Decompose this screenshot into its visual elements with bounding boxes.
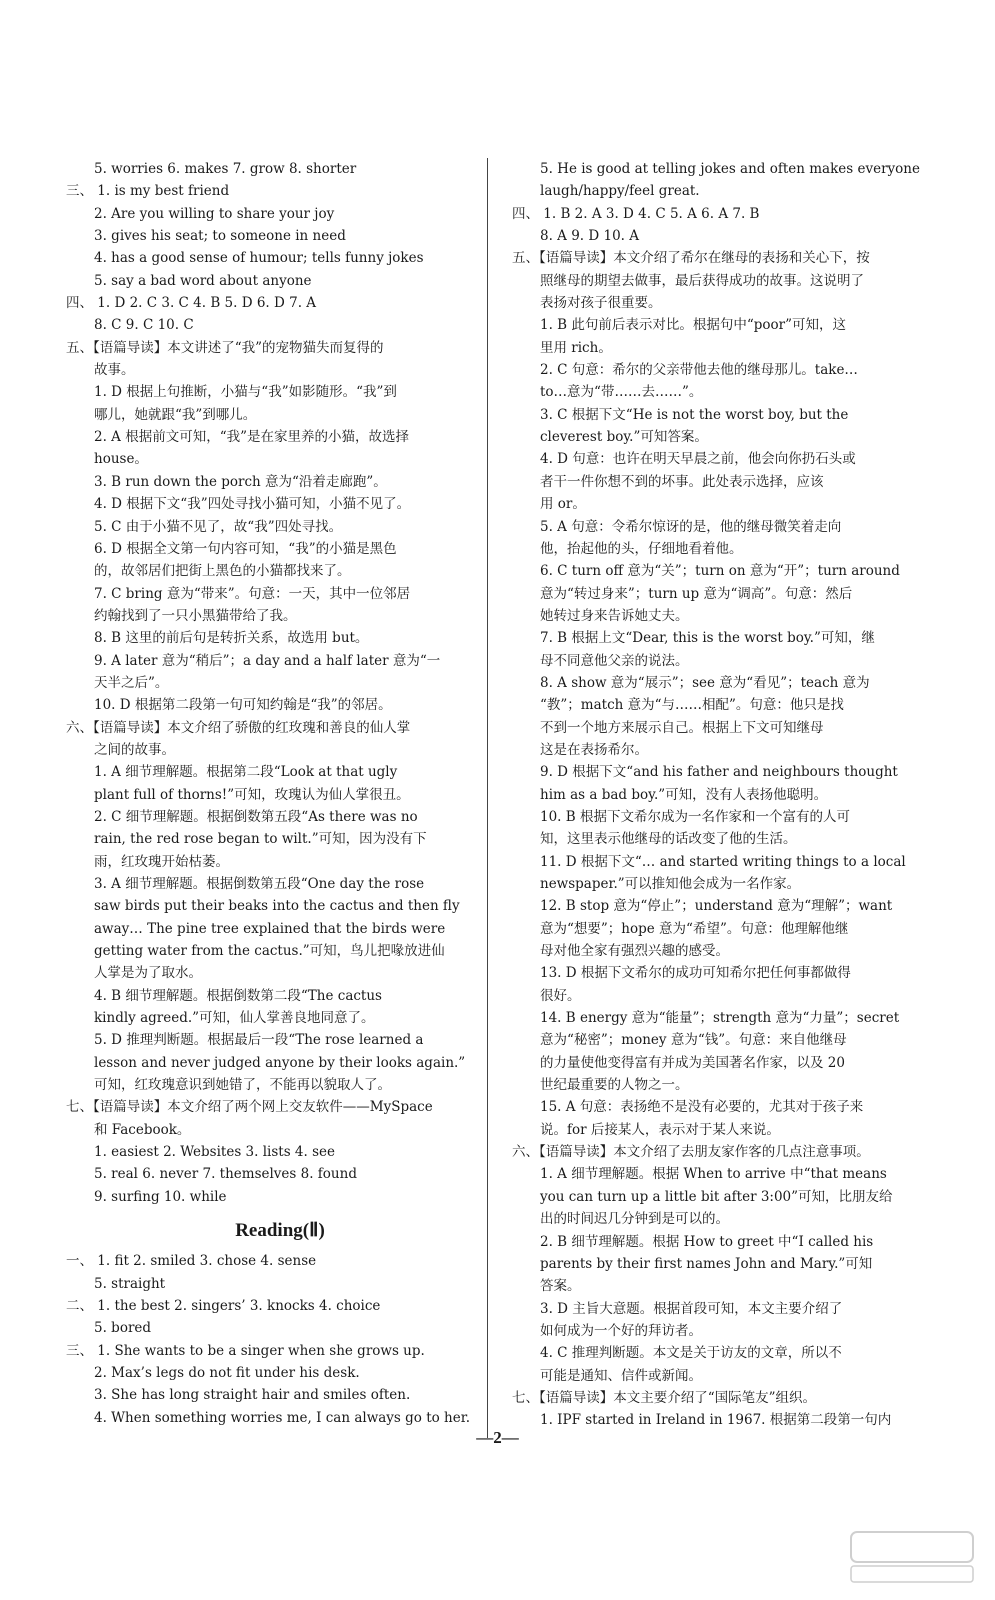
answer-line: 七、【语篇导读】本文主要介绍了“国际笔友”组织。 [512, 1389, 817, 1406]
answer-line: 用 or。 [540, 496, 586, 513]
answer-line: 一、 1. fit 2. smiled 3. chose 4. sense [66, 1253, 317, 1270]
answer-line: 9. D 根据下文“and his father and neighbours thought [540, 764, 898, 781]
answer-line: 12. B stop 意为“停止”；understand 意为“理解”；want [540, 898, 893, 915]
answer-line: 8. A show 意为“展示”；see 意为“看见”；teach 意为 [540, 674, 870, 691]
answer-line: 4. D 根据下文“我”四处寻找小猫可知，小猫不见了。 [94, 496, 411, 513]
answer-line: 5. worries 6. makes 7. grow 8. shorter [94, 161, 357, 177]
answer-line: to…意为“带……去……”。 [540, 384, 703, 401]
answer-line: 3. D 主旨大意题。根据首段可知，本文主要介绍了 [540, 1300, 843, 1317]
answer-line: newspaper.”可以推知他会成为一名作家。 [540, 876, 801, 892]
answer-line: away… The pine tree explained that the birds were [94, 920, 446, 937]
answer-line: cleverest boy.”可知答案。 [540, 429, 708, 446]
watermark-logo-icon [847, 1526, 977, 1586]
answer-line: 7. B 根据上文“Dear, this is the worst boy.”可知，继 [540, 630, 875, 647]
answer-line: 可能是通知、信件或新闻。 [540, 1367, 702, 1384]
left-answer-lines [66, 158, 494, 1208]
answer-line: 五、【语篇导读】本文讲述了“我”的宠物猫失而复得的 [66, 339, 384, 356]
answer-line: 9. A later 意为“稍后”；a day and a half later 意为“一 [94, 652, 441, 669]
answer-line: 意为“想要”；hope 意为“希望”。句意：他理解他继 [540, 920, 849, 937]
right-answer-lines [512, 158, 932, 1432]
answer-line: 这是在表扬希尔。 [540, 741, 648, 758]
answer-line: 雨，红玫瑰开始枯萎。 [94, 853, 229, 870]
answer-line: 4. C 推理判断题。本文是关于访友的文章，所以不 [540, 1345, 842, 1362]
answer-line: house。 [94, 451, 148, 468]
right-column [512, 158, 932, 1432]
answer-line: 知，这里表示他继母的话改变了他的生活。 [540, 831, 797, 848]
answer-line: 2. A 根据前文可知，“我”是在家里养的小猫，故选择 [94, 429, 410, 446]
answer-line: you can turn up a little bit after 3:00”可知，比朋友给 [540, 1188, 893, 1205]
answer-line: 意为“秘密”；money 意为“钱”。句意：来自他继母 [540, 1032, 847, 1049]
answer-line: 和 Facebook。 [94, 1121, 191, 1138]
answer-line: 5. He is good at telling jokes and often makes everyone [540, 161, 920, 177]
answer-line: 六、【语篇导读】本文介绍了骄傲的红玫瑰和善良的仙人掌 [66, 719, 411, 736]
answer-line: 出的时间迟几分钟到是可以的。 [540, 1211, 729, 1228]
answer-line: 4. has a good sense of humour; tells funny jokes [94, 250, 424, 267]
answer-line: 4. D 句意：也许在明天早晨之前，他会向你扔石头或 [540, 451, 856, 468]
answer-line: 13. D 根据下文希尔的成功可知希尔把任何事都做得 [540, 965, 851, 982]
answer-line: rain, the red rose began to wilt.”可知，因为没有下 [94, 831, 427, 848]
answer-line: 表扬对孩子很重要。 [540, 295, 662, 312]
answer-line: 6. D 根据全文第一句内容可知，“我”的小猫是黑色 [94, 540, 397, 557]
answer-line: 照继母的期望去做事，最后获得成功的故事。这说明了 [540, 272, 864, 289]
answer-line: 15. A 句意：表扬绝不是没有必要的，尤其对于孩子来 [540, 1099, 864, 1116]
answer-line: 5. D 推理判断题。根据最后一段“The rose learned a [94, 1032, 424, 1049]
answer-line: 母不同意他父亲的说法。 [540, 652, 689, 669]
section-heading: Reading(Ⅱ) [235, 1220, 325, 1242]
answer-line: 3. A 细节理解题。根据倒数第五段“One day the rose [94, 876, 425, 892]
answer-line: 2. B 细节理解题。根据 How to greet 中“I called his [540, 1233, 874, 1250]
answer-line: “教”；match 意为“与……相配”。句意：他只是找 [540, 697, 844, 714]
answer-line: getting water from the cactus.”可知，鸟儿把喙放进仙 [94, 943, 445, 960]
answer-line: 8. B 这里的前后句是转折关系，故选用 but。 [94, 630, 369, 647]
answer-line: 8. C 9. C 10. C [94, 317, 194, 334]
answer-line: parents by their first names John and Mary.”可知 [540, 1255, 873, 1272]
answer-line: 14. B energy 意为“能量”；strength 意为“力量”；secret [540, 1010, 900, 1027]
answer-line: 哪儿，她就跟“我”到哪儿。 [94, 406, 257, 423]
answer-line: 的力量使他变得富有并成为美国著名作家，以及 20 [540, 1054, 845, 1071]
answer-line: lesson and never judged anyone by their looks again.” [94, 1054, 466, 1071]
answer-line: 她转过身来告诉她丈夫。 [540, 607, 689, 624]
answer-line: 三、 1. She wants to be a singer when she grows up. [66, 1342, 425, 1359]
answer-line: him as a bad boy.”可知，没有人表扬他聪明。 [540, 786, 828, 803]
answer-line: 1. B 此句前后表示对比。根据句中“poor”可知，这 [540, 317, 847, 334]
answer-line: 11. D 根据下文“… and started writing things to a local [540, 853, 906, 870]
answer-line: 四、 1. B 2. A 3. D 4. C 5. A 6. A 7. B [512, 205, 760, 222]
answer-line: 的，故邻居们把街上黑色的小猫都找来了。 [94, 563, 351, 580]
answer-line: 约翰找到了一只小黑猫带给了我。 [94, 607, 297, 624]
answer-line: 二、 1. the best 2. singers’ 3. knocks 4. choice [66, 1297, 381, 1314]
answer-line: 8. A 9. D 10. A [540, 228, 640, 245]
answer-line: 1. easiest 2. Websites 3. lists 4. see [94, 1144, 336, 1161]
answer-line: kindly agreed.”可知，仙人掌善良地同意了。 [94, 1010, 375, 1027]
answer-line: laugh/happy/feel great. [540, 183, 700, 200]
answer-line: 2. C 句意：希尔的父亲带他去他的继母那儿。take… [540, 362, 858, 379]
answer-line: 5. say a bad word about anyone [94, 272, 312, 289]
answer-line: 世纪最重要的人物之一。 [540, 1077, 689, 1094]
left-column [66, 158, 494, 1429]
answer-line: 10. B 根据下文希尔成为一名作家和一个富有的人可 [540, 808, 850, 825]
answer-line: saw birds put their beaks into the cactus and then fly [94, 898, 460, 915]
page-number: —2— [476, 1428, 519, 1447]
answer-line: 5. A 句意：令希尔惊讶的是，他的继母微笑着走向 [540, 518, 842, 535]
answer-line: 2. C 细节理解题。根据倒数第五段“As there was no [94, 808, 418, 825]
answer-line: 之间的故事。 [94, 741, 175, 758]
answer-line: 6. C turn off 意为“关”；turn on 意为“开”；turn around [540, 563, 900, 580]
answer-line: plant full of thorns!”可知，玫瑰认为仙人掌很丑。 [94, 786, 410, 803]
answer-line: 3. gives his seat; to someone in need [94, 228, 346, 245]
answer-line: 5. C 由于小猫不见了，故“我”四处寻找。 [94, 518, 343, 535]
reading-ii-answer-lines [66, 1250, 494, 1429]
answer-line: 六、【语篇导读】本文介绍了去朋友家作客的几点注意事项。 [512, 1144, 870, 1161]
answer-line: 天半之后”。 [94, 674, 169, 691]
answer-line: 1. A 细节理解题。根据第二段“Look at that ugly [94, 764, 398, 781]
answer-line: 2. Max’s legs do not fit under his desk. [94, 1364, 360, 1381]
answer-line: 故事。 [94, 362, 135, 379]
answer-line: 9. surfing 10. while [94, 1188, 227, 1205]
answer-line: 不到一个地方来展示自己。根据上下文可知继母 [540, 719, 824, 736]
answer-line: 5. real 6. never 7. themselves 8. found [94, 1166, 357, 1183]
answer-line: 3. C 根据下文“He is not the worst boy, but the [540, 406, 849, 423]
answer-line: 1. IPF started in Ireland in 1967. 根据第二段第一句内 [540, 1412, 892, 1429]
answer-line: 人掌是为了取水。 [94, 965, 202, 982]
answer-line: 七、【语篇导读】本文介绍了两个网上交友软件——MySpace [66, 1099, 433, 1116]
answer-line: 3. She has long straight hair and smiles often. [94, 1387, 411, 1404]
answer-line: 2. Are you willing to share your joy [94, 205, 335, 222]
answer-line: 者干一件你想不到的坏事。此处表示选择，应该 [540, 473, 824, 490]
answer-line: 可知，红玫瑰意识到她错了，不能再以貌取人了。 [94, 1077, 391, 1094]
answer-line: 四、 1. D 2. C 3. C 4. B 5. D 6. D 7. A [66, 295, 317, 312]
answer-line: 他，抬起他的头，仔细地看着他。 [540, 540, 743, 557]
answer-line: 很好。 [540, 987, 581, 1004]
answer-line: 4. When something worries me, I can always go to her. [94, 1409, 471, 1426]
answer-line: 五、【语篇导读】本文介绍了希尔在继母的表扬和关心下，按 [512, 250, 870, 267]
answer-line: 3. B run down the porch 意为“沿着走廊跑”。 [94, 473, 387, 490]
answer-line: 三、 1. is my best friend [66, 183, 230, 200]
answer-line: 5. bored [94, 1320, 152, 1337]
answer-line: 里用 rich。 [540, 339, 612, 356]
answer-line: 母对他全家有强烈兴趣的感受。 [540, 943, 729, 960]
answer-line: 5. straight [94, 1275, 166, 1292]
answer-line: 说。for 后接某人，表示对于某人来说。 [540, 1121, 780, 1138]
answer-line: 1. D 根据上句推断，小猫与“我”如影随形。“我”到 [94, 384, 397, 401]
answer-line: 答案。 [540, 1278, 581, 1295]
answer-line: 1. A 细节理解题。根据 When to arrive 中“that means [540, 1166, 887, 1183]
answer-line: 如何成为一个好的拜访者。 [540, 1322, 702, 1339]
answer-line: 4. B 细节理解题。根据倒数第二段“The cactus [94, 987, 382, 1004]
answer-line: 10. D 根据第二段第一句可知约翰是“我”的邻居。 [94, 697, 392, 714]
answer-line: 意为“转过身来”；turn up 意为“调高”。句意：然后 [540, 585, 853, 602]
answer-line: 7. C bring 意为“带来”。句意：一天，其中一位邻居 [94, 585, 411, 602]
